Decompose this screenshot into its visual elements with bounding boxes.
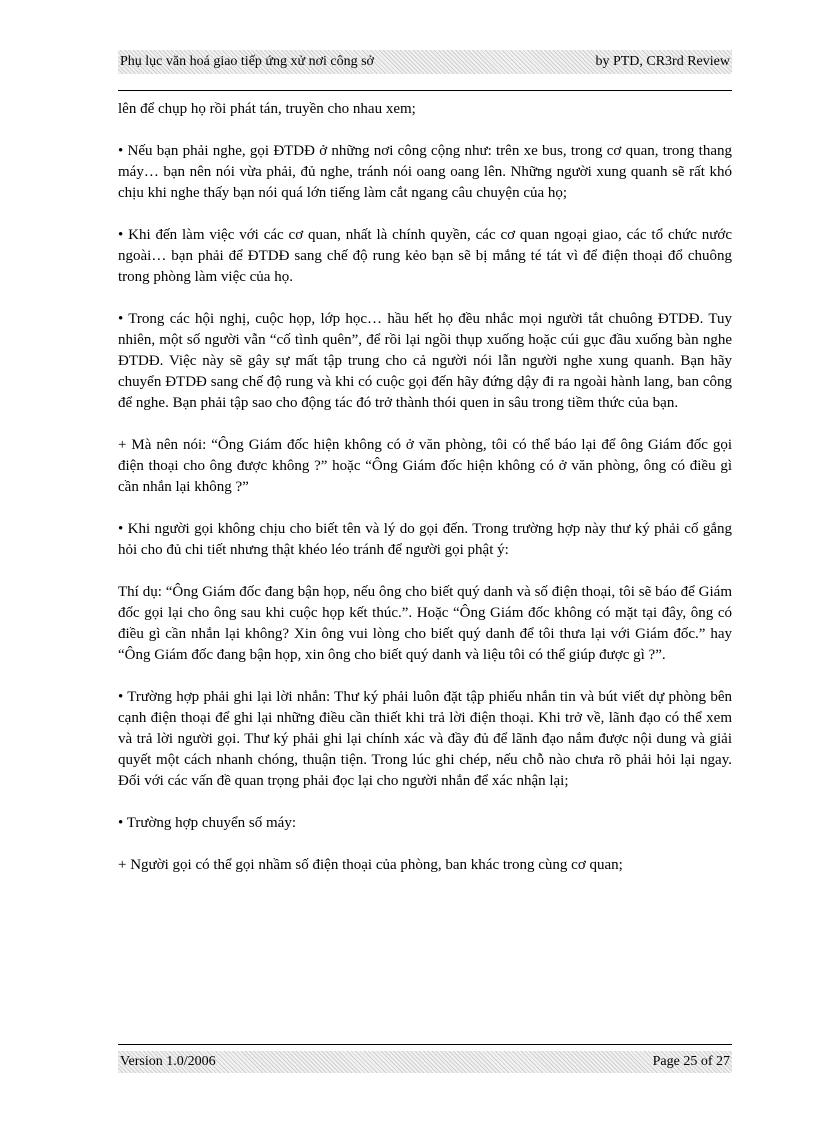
paragraph: • Trường hợp chuyển số máy: xyxy=(118,815,297,831)
header-divider xyxy=(118,90,732,91)
header-author: by PTD, CR3rd Review xyxy=(595,54,730,69)
paragraph: • Nếu bạn phải nghe, gọi ĐTDĐ ở những nơi công cộng như: trên xe bus, trong cơ quan, trong thang máy… bạn nên nói vừa phải, đủ nghe, tránh nói oang oang lên. Những người xung quanh sẽ rất khó chịu khi nghe thấy bạn nói quá lớn tiếng làm cắt ngang câu chuyện của họ; xyxy=(118,143,732,201)
header-title: Phụ lục văn hoá giao tiếp ứng xử nơi công sở xyxy=(120,54,374,69)
page-header xyxy=(118,50,732,74)
paragraph: lên để chụp họ rồi phát tán, truyền cho nhau xem; xyxy=(118,101,416,117)
paragraph: • Khi đến làm việc với các cơ quan, nhất là chính quyền, các cơ quan ngoại giao, các tổ chức nước ngoài… bạn phải để ĐTDĐ sang chế độ rung kẻo bạn sẽ bị mắng té tát vì để điện thoại đổ chuông trong phòng làm việc của họ. xyxy=(118,227,732,285)
paragraph: • Trong các hội nghị, cuộc họp, lớp học… hầu hết họ đều nhắc mọi người tắt chuông ĐTDĐ. Tuy nhiên, một số người vẫn “cố tình quên”, để rồi lại ngồi thụp xuống hoặc cúi gục đầu xuống bàn nghe ĐTDĐ. Việc này sẽ gây sự mất tập trung cho cả người nói lẫn người nghe xung quanh. Bạn hãy chuyển ĐTDĐ sang chế độ rung và khi có cuộc gọi đến hãy đứng dậy đi ra ngoài hành lang, ban công để nghe. Bạn phải tập sao cho động tác đó trở thành thói quen in sâu trong tiềm thức của bạn. xyxy=(118,311,732,411)
footer-page-number: Page 25 of 27 xyxy=(652,1054,730,1069)
paragraph: Thí dụ: “Ông Giám đốc đang bận họp, nếu ông cho biết quý danh và số điện thoại, tôi sẽ báo để Giám đốc gọi lại cho ông sau khi cuộc họp kết thúc.”. Hoặc “Ông Giám đốc không có mặt tại đây, ông có điều gì cần nhắn lại không? Xin ông vui lòng cho biết quý danh để tôi thưa lại với Giám đốc.” hay “Ông Giám đốc đang bận họp, xin ông cho biết quý danh và liệu tôi có thể giúp được gì ?”. xyxy=(118,584,732,663)
footer-divider xyxy=(118,1044,732,1045)
page-footer xyxy=(118,1051,732,1073)
document-body xyxy=(118,99,732,897)
paragraph: • Khi người gọi không chịu cho biết tên và lý do gọi đến. Trong trường hợp này thư ký phải cố gắng hỏi cho đủ chi tiết nhưng thật khéo léo tránh để người gọi phật ý: xyxy=(118,521,732,558)
paragraph: + Mà nên nói: “Ông Giám đốc hiện không có ở văn phòng, tôi có thể báo lại để ông Giám đốc gọi điện thoại cho ông được không ?” hoặc “Ông Giám đốc hiện không có ở văn phòng, ông có điều gì cần nhắn lại không ?” xyxy=(118,437,732,495)
paragraph: • Trường hợp phải ghi lại lời nhắn: Thư ký phải luôn đặt tập phiếu nhắn tin và bút viết dự phòng bên cạnh điện thoại để ghi lại những điều cần thiết khi trả lời điện thoại. Khi trở về, lãnh đạo có thể xem và trả lời người gọi. Thư ký phải ghi lại chính xác và đầy đủ để lãnh đạo nắm được nội dung và giải quyết một cách nhanh chóng, thuận tiện. Trong lúc ghi chép, nếu chỗ nào chưa rõ phải hỏi lại ngay. Đối với các vấn đề quan trọng phải đọc lại cho người nhắn để xác nhận lại; xyxy=(118,689,732,789)
paragraph: + Người gọi có thể gọi nhầm số điện thoại của phòng, ban khác trong cùng cơ quan; xyxy=(118,857,623,873)
footer-version: Version 1.0/2006 xyxy=(120,1054,216,1069)
